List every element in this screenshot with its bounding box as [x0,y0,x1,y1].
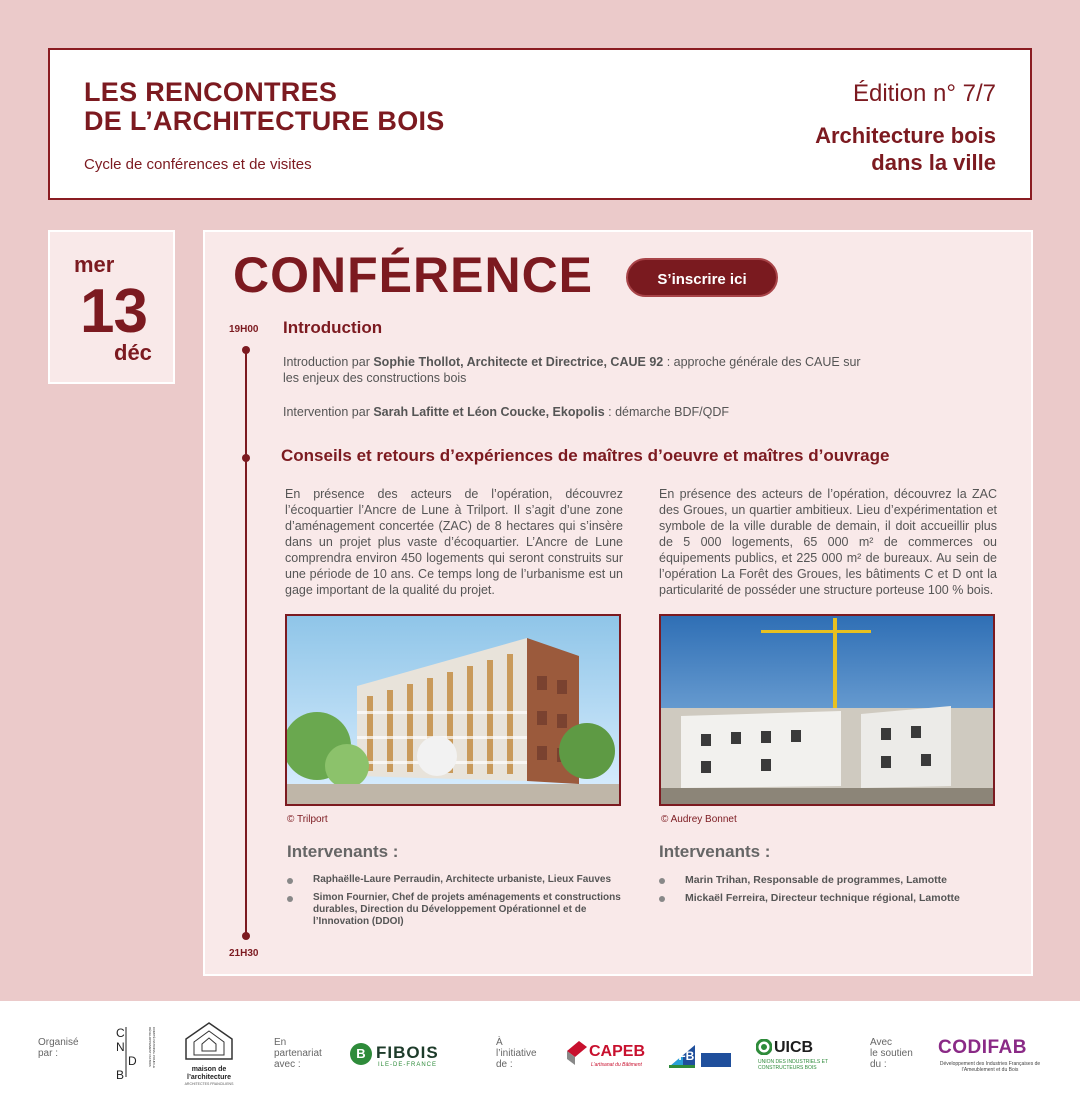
bullet [659,896,665,902]
event-panel [203,230,1033,976]
right-speaker-2: Mickaël Ferreira, Directeur technique régional, Lamotte [685,892,960,904]
intro-paragraph-2: Intervention par Sarah Lafitte et Léon Coucke, Ekopolis : démarche BDF/QDF [283,405,729,419]
start-time: 19H00 [229,324,259,335]
intro-heading: Introduction [283,318,383,337]
right-speakers-heading: Intervenants : [659,842,771,861]
series-title-line2: DE L’ARCHITECTURE BOIS [84,106,445,136]
edition-label: Édition n° 7/7 [852,80,996,107]
left-photo-credit: © Trilport [287,814,328,825]
trilport-illustration [287,616,619,804]
register-button[interactable]: S’inscrire ici [626,258,778,297]
intro-speaker-1: Sophie Thollot, Architecte et Directrice, CAUE 92 [373,355,664,369]
groues-illustration [661,616,993,804]
cndb-logo [110,1023,160,1083]
fibois-logo [350,1041,460,1071]
bullet [659,878,665,884]
capeb-mark-icon [565,1039,589,1065]
ffb-sub-block [701,1053,731,1067]
maison-name: maison de l’architecture [187,1066,231,1081]
ffb-logo [667,1041,733,1071]
date-number: 13 [80,277,147,346]
left-description: En présence des acteurs de l’opération, découvrez l’écoquartier l’Ancre de Lune à Trilport. Il s’agit d’une zone d’aménagement concertée (ZAC) de 8 hectares qui s’insère dans un projet plus vaste d’écoquartier. L’Ancre de Lune comprendra environ 450 logements qui seront construits sur une période de 10 ans. Ce temps long de l’urbanisme est un gage important de la qualité du projet. [285,487,623,597]
cndb-subtitle: COMITÉ NATIONAL POUR LE DÉVELOPPEMENT DU BOIS [148,1027,156,1069]
svg-text:N: N [116,1040,125,1054]
bullet [287,878,293,884]
svg-text:B: B [116,1068,125,1081]
intro-paragraph-1: Introduction par Sophie Thollot, Architecte et Directrice, CAUE 92 : approche générale des CAUE sur les enjeux des constructions bois [283,355,861,385]
header-banner [48,48,1032,200]
uicb-sub: UNION DES INDUSTRIELS ET CONSTRUCTEURS BOIS [758,1059,828,1071]
end-time: 21H30 [229,948,259,959]
series-title-line1: LES RENCONTRES [84,77,338,107]
left-speaker-2: Simon Fournier, Chef de projets aménagements et constructions durables, Direction du Développement Opérationnel et de l’Innovation (DDOI) [313,892,621,927]
edition-theme [815,122,996,176]
capeb-sub: L’artisanat du Bâtiment [591,1062,642,1068]
codifab-sub: Développement des Industries Françaises de l’Ameublement et du Bois [939,1061,1041,1073]
intro-speaker-2: Sarah Lafitte et Léon Coucke, Ekopolis [373,405,605,419]
theme-line1: Architecture bois [815,123,996,148]
organised-label: Organisé par : [38,1037,79,1059]
cndb-mark-icon [110,1023,140,1081]
uicb-mark-icon [756,1039,772,1055]
uicb-name: UICB [774,1039,814,1056]
initiative-label: À l’initiative de : [496,1037,537,1070]
maison-sub: ARCHITECTES FRANCILIENS [184,1082,234,1086]
left-speaker-1: Raphaëlle-Laure Perraudin, Architecte urbaniste, Lieux Fauves [313,874,612,885]
series-subtitle: Cycle de conférences et de visites [84,156,312,173]
fibois-sub: ILE-DE-FRANCE [378,1062,438,1068]
partner-label: En partenariat avec : [274,1037,322,1070]
timeline-dot [242,346,250,354]
svg-text:D: D [128,1054,137,1068]
ffb-name: FFB [671,1049,695,1063]
timeline-dot [242,454,250,462]
partners-footer [0,1001,1080,1107]
support-label: Avec le soutien du : [870,1037,913,1070]
right-speaker-1: Marin Trihan, Responsable de programmes, Lamotte [685,874,947,886]
capeb-name: CAPEB [589,1043,646,1060]
date-weekday: mer [74,252,115,277]
fibois-mark-icon: B [350,1043,372,1065]
section2-heading: Conseils et retours d’expériences de maîtres d’oeuvre et maîtres d’ouvrage [281,446,890,465]
right-description: En présence des acteurs de l’opération, découvrez la ZAC des Groues, un quartier ambitieux. Lieu d’expérimentation et symbole de la ville durable de demain, il doit accueillir plus de 5 000 logements, 65 000 m² de commerces ou équipements publics, et 225 000 m² de bureaux. Au sein de l’opération La Forêt des Groues, les bâtiments C et D ont la particularité de posséder une structure porteuse 100 % bois. [659,487,997,597]
right-photo-credit: © Audrey Bonnet [661,814,737,825]
groues-photo [659,614,995,806]
date-month: déc [114,340,152,365]
svg-text:C: C [116,1026,125,1040]
bullet [287,896,293,902]
fibois-name: FIBOIS [376,1043,439,1062]
uicb-logo [756,1039,836,1073]
house-icon [182,1021,236,1061]
date-box [48,230,175,384]
timeline-line [245,348,247,938]
timeline-dot [242,932,250,940]
left-speakers-heading: Intervenants : [287,842,399,861]
maison-architecture-logo [182,1021,242,1091]
trilport-photo [285,614,621,806]
series-title [84,78,445,136]
codifab-name: CODIFAB [938,1037,1027,1058]
event-title: CONFÉRENCE [233,247,594,303]
capeb-logo [565,1039,645,1073]
theme-line2: dans la ville [871,150,996,175]
codifab-logo [938,1037,1042,1077]
